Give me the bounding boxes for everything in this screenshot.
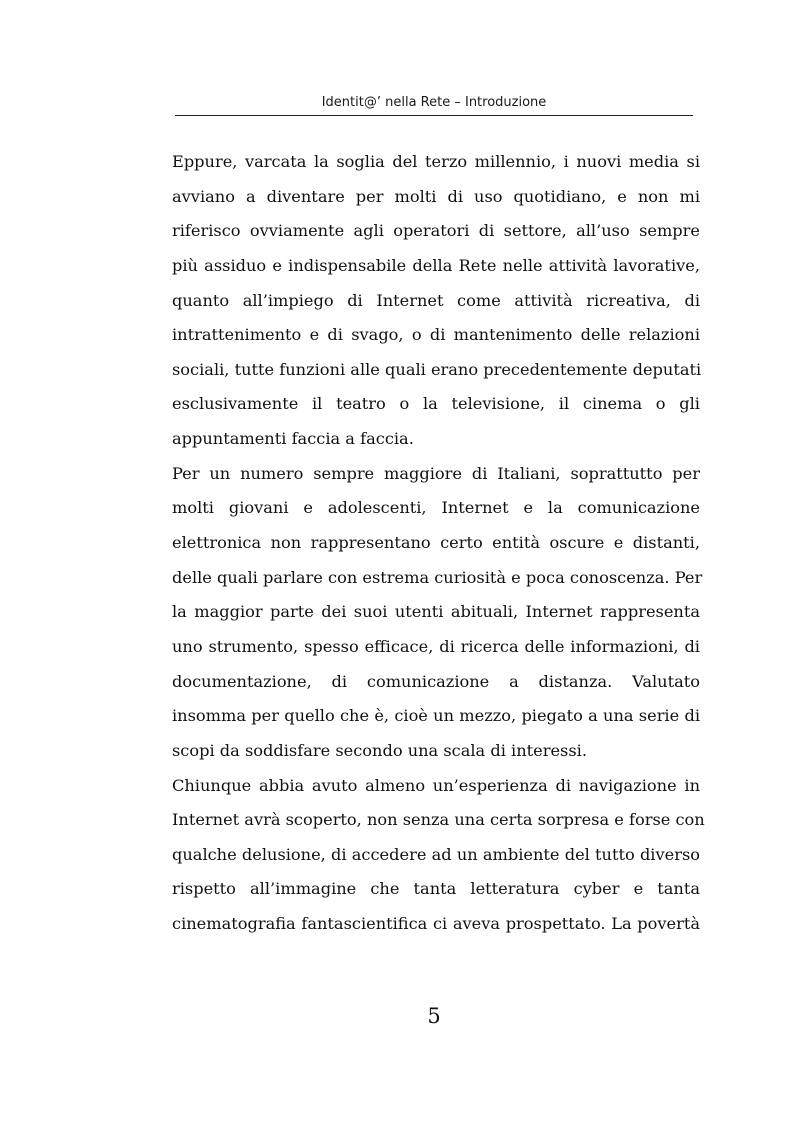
paragraph — [172, 769, 705, 942]
paragraph — [172, 145, 700, 457]
text-line: molti giovani e adolescenti, Internet e la comunicazione — [172, 498, 700, 518]
text-line: più assiduo e indispensabile della Rete nelle attività lavorative, — [172, 255, 700, 275]
text-line: insomma per quello che è, cioè un mezzo, piegato a una serie di — [172, 706, 700, 726]
text-line: esclusivamente il teatro o la televisione, il cinema o gli — [172, 394, 700, 414]
text-line: Chiunque abbia avuto almeno un’esperienza di navigazione in — [172, 775, 700, 795]
text-line: Internet avrà scoperto, non senza una certa sorpresa e forse con — [172, 810, 705, 830]
running-header: Identit@’ nella Rete – Introduzione — [321, 95, 547, 110]
text-line: appuntamenti faccia a faccia. — [172, 429, 414, 449]
text-line: sociali, tutte funzioni alle quali erano precedentemente deputati — [172, 359, 702, 379]
header-rule — [175, 115, 693, 116]
text-line: delle quali parlare con estrema curiosità e poca conoscenza. Per — [172, 567, 703, 587]
text-line: scopi da soddisfare secondo una scala di interessi. — [172, 740, 587, 760]
text-line: Eppure, varcata la soglia del terzo millennio, i nuovi media si — [172, 152, 700, 171]
text-line: documentazione, di comunicazione a distanza. Valutato — [172, 671, 700, 691]
text-line: intrattenimento e di svago, o di mantenimento delle relazioni — [172, 325, 700, 345]
body-text — [172, 145, 705, 942]
text-line: avviano a diventare per molti di uso quotidiano, e non mi — [172, 186, 700, 206]
text-line: la maggior parte dei suoi utenti abituali, Internet rappresenta — [172, 602, 700, 622]
text-line: elettronica non rappresentano certo entità oscure e distanti, — [172, 533, 700, 553]
text-line: Per un numero sempre maggiore di Italiani, soprattutto per — [172, 463, 700, 483]
text-line: rispetto all’immagine che tanta letteratura cyber e tanta — [172, 879, 700, 899]
text-line: cinematografia fantascientifica ci aveva prospettato. La povertà — [172, 914, 700, 934]
text-line: riferisco ovviamente agli operatori di settore, all’uso sempre — [172, 221, 700, 241]
text-line: qualche delusione, di accedere ad un ambiente del tutto diverso — [172, 844, 700, 864]
text-line: quanto all’impiego di Internet come attività ricreativa, di — [172, 290, 700, 310]
page-number: 5 — [427, 1004, 441, 1028]
text-line: uno strumento, spesso efficace, di ricerca delle informazioni, di — [172, 636, 700, 656]
paragraph — [172, 457, 703, 769]
